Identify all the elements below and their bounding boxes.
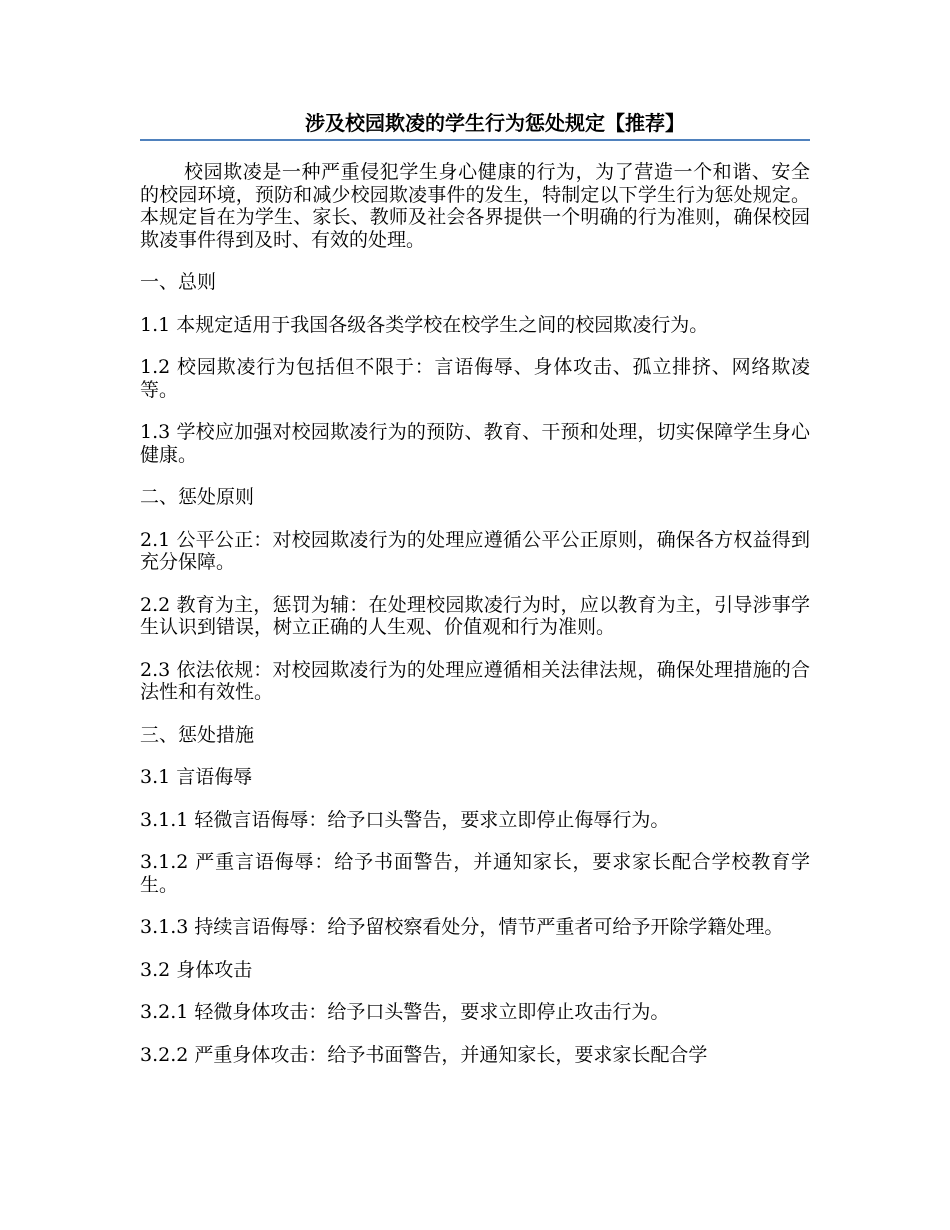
clause-3-1-1: 3.1.1 轻微言语侮辱：给予口头警告，要求立即停止侮辱行为。 xyxy=(140,808,670,831)
section-heading-measures: 三、惩处措施 xyxy=(140,723,255,746)
clause-3-2-2: 3.2.2 严重身体攻击：给予书面警告，并通知家长，要求家长配合学 xyxy=(140,1043,708,1066)
section-heading-principles: 二、惩处原则 xyxy=(140,486,255,508)
title-underline xyxy=(140,139,810,141)
clause-3-1-3: 3.1.3 持续言语侮辱：给予留校察看处分，情节严重者可给予开除学籍处理。 xyxy=(140,916,784,938)
clause-1-2: 1.2 校园欺凌行为包括但不限于：言语侮辱、身体攻击、孤立排挤、网络欺凌等。 xyxy=(140,356,810,401)
clause-1-3: 1.3 学校应加强对校园欺凌行为的预防、教育、干预和处理，切实保障学生身心健康。 xyxy=(140,421,810,466)
subsection-3-1: 3.1 言语侮辱 xyxy=(140,766,253,788)
clause-2-1: 2.1 公平公正：对校园欺凌行为的处理应遵循公平公正原则，确保各方权益得到充分保障。 xyxy=(140,528,810,573)
clause-1-1: 1.1 本规定适用于我国各级各类学校在校学生之间的校园欺凌行为。 xyxy=(140,313,709,336)
document-page xyxy=(140,108,810,1086)
clause-2-2: 2.2 教育为主，惩罚为辅：在处理校园欺凌行为时，应以教育为主，引导涉事学生认识到错误，树立正确的人生观、价值观和行为准则。 xyxy=(140,593,810,638)
section-heading-general: 一、总则 xyxy=(140,271,217,293)
clause-3-1-2: 3.1.2 严重言语侮辱：给予书面警告，并通知家长，要求家长配合学校教育学生。 xyxy=(140,851,810,896)
page-title: 涉及校园欺凌的学生行为惩处规定【推荐】 xyxy=(305,111,685,135)
clause-2-3: 2.3 依法依规：对校园欺凌行为的处理应遵循相关法律法规，确保处理措施的合法性和有效性。 xyxy=(140,658,810,703)
intro-paragraph: 校园欺凌是一种严重侵犯学生身心健康的行为，为了营造一个和谐、安全的校园环境，预防和减少校园欺凌事件的发生，特制定以下学生行为惩处规定。本规定旨在为学生、家长、教师及社会各界提供一个明确的行为准则，确保校园欺凌事件得到及时、有效的处理。 xyxy=(140,161,810,251)
subsection-3-2: 3.2 身体攻击 xyxy=(140,958,253,981)
clause-3-2-1: 3.2.1 轻微身体攻击：给予口头警告，要求立即停止攻击行为。 xyxy=(140,1001,670,1023)
